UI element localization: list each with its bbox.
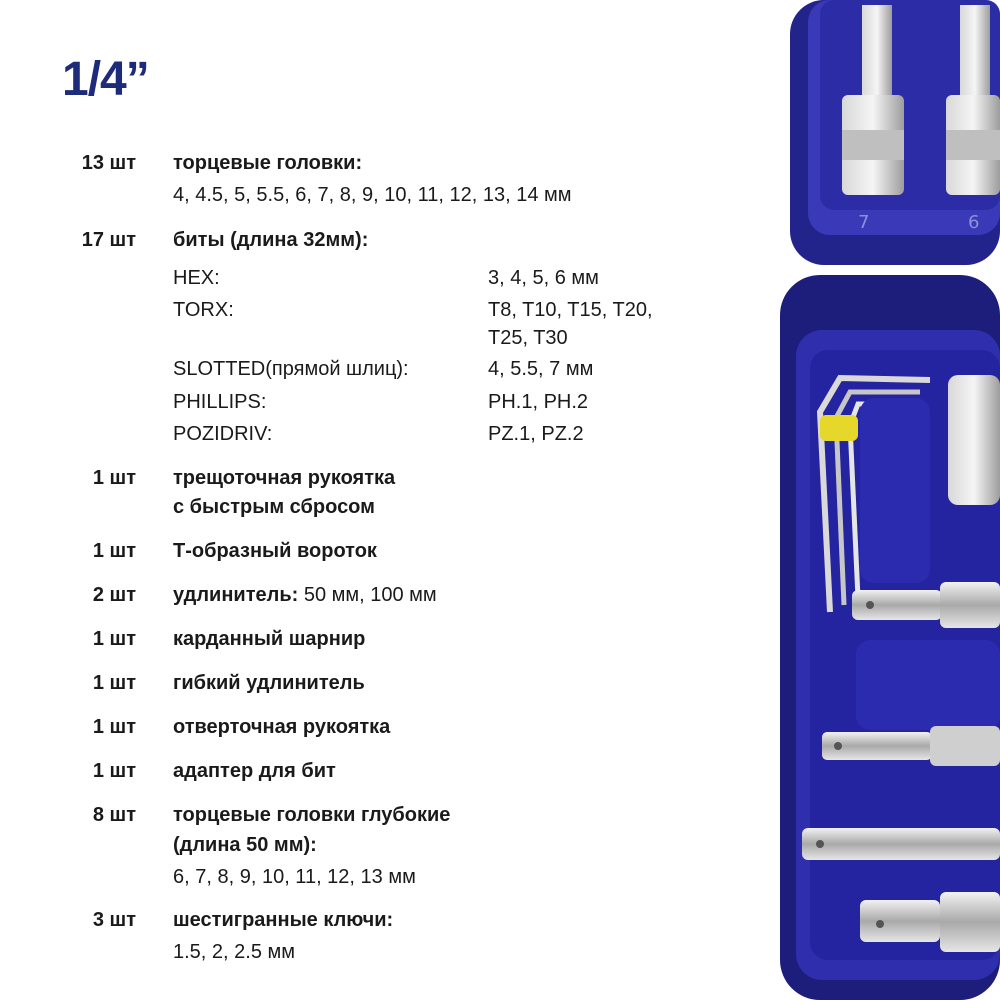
qty-extension: 2 шт xyxy=(92,584,136,606)
qty-hexkeys: 3 шт xyxy=(92,909,136,931)
bits-label-torx: TORX: xyxy=(173,299,234,321)
qty-screwdriver: 1 шт xyxy=(92,716,136,738)
title-screwdriver: отверточная рукоятка xyxy=(173,716,391,738)
title-extension: удлинитель: xyxy=(173,584,299,606)
bits-label-pozidriv: POZIDRIV: xyxy=(173,423,273,445)
title-deep-2: (длина 50 мм): xyxy=(173,834,317,856)
bits-value-torx-2: T25, T30 xyxy=(488,327,568,349)
detail-hexkeys: 1.5, 2, 2.5 мм xyxy=(173,941,296,963)
title-sockets: торцевые головки: xyxy=(173,152,363,174)
bits-value-phillips: PH.1, PH.2 xyxy=(488,391,589,413)
bits-value-slotted: 4, 5.5, 7 мм xyxy=(488,358,594,380)
title-ujoint: карданный шарнир xyxy=(173,628,366,650)
qty-sockets: 13 шт xyxy=(81,152,136,174)
title-ratchet-2: с быстрым сбросом xyxy=(173,496,375,518)
title-tbar: Т-образный вороток xyxy=(173,540,377,562)
bits-label-phillips: PHILLIPS: xyxy=(173,391,267,413)
qty-flex: 1 шт xyxy=(92,672,136,694)
title-bits: биты (длина 32мм): xyxy=(173,229,369,251)
detail-extension: 50 мм, 100 мм xyxy=(298,584,437,606)
deep-socket xyxy=(948,375,1000,505)
qty-bits: 17 шт xyxy=(81,229,136,251)
bits-value-hex: 3, 4, 5, 6 мм xyxy=(488,267,599,289)
bit-adapter xyxy=(802,828,1000,860)
title-hexkeys: шестигранные ключи: xyxy=(173,909,394,931)
title-ratchet-1: трещоточная рукоятка xyxy=(173,467,396,489)
socket-label-6: 6 xyxy=(968,212,980,233)
qty-deep: 8 шт xyxy=(92,804,136,826)
title-deep-1: торцевые головки глубокие xyxy=(173,804,451,826)
detail-sockets: 4, 4.5, 5, 5.5, 6, 7, 8, 9, 10, 11, 12, 13, 14 мм xyxy=(173,184,572,206)
detail-deep: 6, 7, 8, 9, 10, 11, 12, 13 мм xyxy=(173,866,416,888)
extension-bar-2 xyxy=(822,726,1000,766)
qty-ratchet: 1 шт xyxy=(92,467,136,489)
line-extension xyxy=(173,584,437,607)
socket-label-7: 7 xyxy=(858,212,870,233)
qty-ujoint: 1 шт xyxy=(92,628,136,650)
title-flex: гибкий удлинитель xyxy=(173,672,365,694)
size-heading: 1/4” xyxy=(62,53,149,106)
title-adapter: адаптер для бит xyxy=(173,760,336,782)
toolset-case-photo xyxy=(780,0,1000,1000)
bits-value-pozidriv: PZ.1, PZ.2 xyxy=(488,423,584,445)
bits-label-slotted: SLOTTED(прямой шлиц): xyxy=(173,358,409,380)
bits-label-hex: HEX: xyxy=(173,267,220,289)
bits-value-torx: T8, T10, T15, T20, xyxy=(488,299,653,321)
qty-adapter: 1 шт xyxy=(92,760,136,782)
qty-tbar: 1 шт xyxy=(92,540,136,562)
